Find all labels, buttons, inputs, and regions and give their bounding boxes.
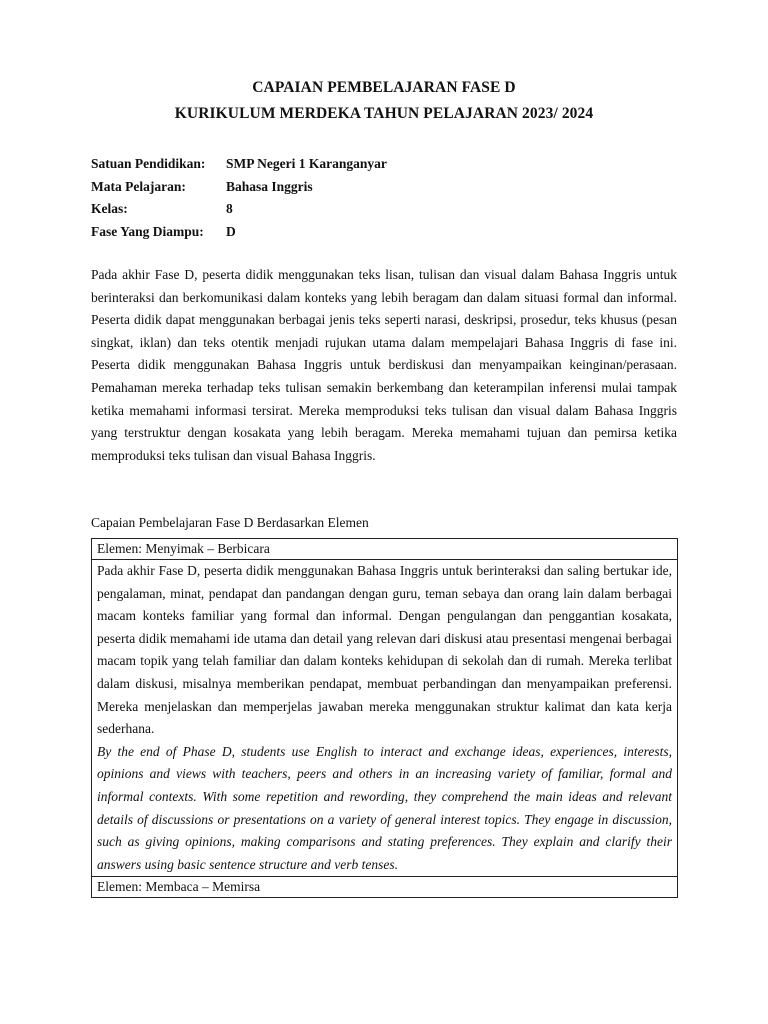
meta-value: Bahasa Inggris (226, 178, 313, 194)
element-heading: Elemen: Membaca – Memirsa (92, 877, 678, 898)
element-heading: Elemen: Menyimak – Berbicara (92, 539, 678, 560)
element-text-indonesian: Pada akhir Fase D, peserta didik menggunakan Bahasa Inggris untuk berinteraksi dan saling bertukar ide, pengalaman, minat, pendapat dan pandangan dengan guru, teman sebaya dan orang lain dalam berbagai macam konteks familiar yang formal dan informal. Dengan pengulangan dan penggantian kosakata, peserta didik memahami ide utama dan detail yang relevan dari diskusi atau presentasi mengenai berbagai macam topik yang telah familiar dan dalam konteks kehidupan di sekolah dan di rumah. Mereka terlibat dalam diskusi, misalnya memberikan pendapat, membuat perbandingan dan menyampaikan preferensi. Mereka menjelaskan dan memperjelas jawaban mereka menggunakan struktur kalimat dan kata kerja sederhana. (97, 563, 672, 737)
table-row (92, 877, 678, 898)
meta-row-phase (91, 221, 387, 244)
meta-value: SMP Negeri 1 Karanganyar (226, 156, 387, 171)
document-title: CAPAIAN PEMBELAJARAN FASE D (252, 79, 516, 96)
meta-label: Mata Pelajaran: (91, 178, 186, 194)
table-row (92, 539, 678, 560)
meta-value: D (226, 223, 236, 239)
document-subtitle: KURIKULUM MERDEKA TAHUN PELAJARAN 2023/ 2024 (174, 105, 594, 122)
meta-value: 8 (226, 201, 233, 216)
intro-paragraph: Pada akhir Fase D, peserta didik menggunakan teks lisan, tulisan dan visual dalam Bahasa Inggris untuk berinteraksi dan berkomunikasi dalam konteks yang lebih beragam dan dalam situasi formal dan informal. Peserta didik dapat menggunakan berbagai jenis teks seperti narasi, deskripsi, prosedur, teks khusus (pesan singkat, iklan) dan teks otentik menjadi rujukan utama dalam mempelajari Bahasa Inggris di fase ini. Peserta didik menggunakan Bahasa Inggris untuk berdiskusi dan menyampaikan keinginan/perasaan. Pemahaman mereka terhadap teks tulisan semakin berkembang dan keterampilan inferensi mulai tampak ketika memahami informasi tersirat. Mereka memproduksi teks tulisan dan visual dalam Bahasa Inggris yang terstruktur dengan kosakata yang lebih beragam. Mereka memahami tujuan dan pemirsa ketika memproduksi teks tulisan dan visual Bahasa Inggris. (91, 267, 677, 463)
element-content (92, 560, 678, 877)
identity-block (91, 153, 387, 243)
meta-row-class (91, 198, 387, 221)
meta-label: Kelas: (91, 201, 128, 216)
meta-row-subject (91, 176, 387, 199)
meta-row-school (91, 153, 387, 176)
meta-label: Satuan Pendidikan: (91, 156, 206, 171)
meta-label: Fase Yang Diampu: (91, 223, 204, 239)
section-label: Capaian Pembelajaran Fase D Berdasarkan Elemen (91, 515, 369, 530)
elements-table (91, 538, 678, 898)
table-row (92, 560, 678, 877)
element-text-english: By the end of Phase D, students use English to interact and exchange ideas, experiences, interests, opinions and views with teachers, peers and others in an increasing variety of familiar, formal and informal contexts. With some repetition and rewording, they comprehend the main ideas and relevant details of discussions or presentations on a variety of general interest topics. They engage in discussion, such as giving opinions, making comparisons and stating preferences. They explain and clarify their answers using basic sentence structure and verb tenses. (97, 743, 672, 872)
